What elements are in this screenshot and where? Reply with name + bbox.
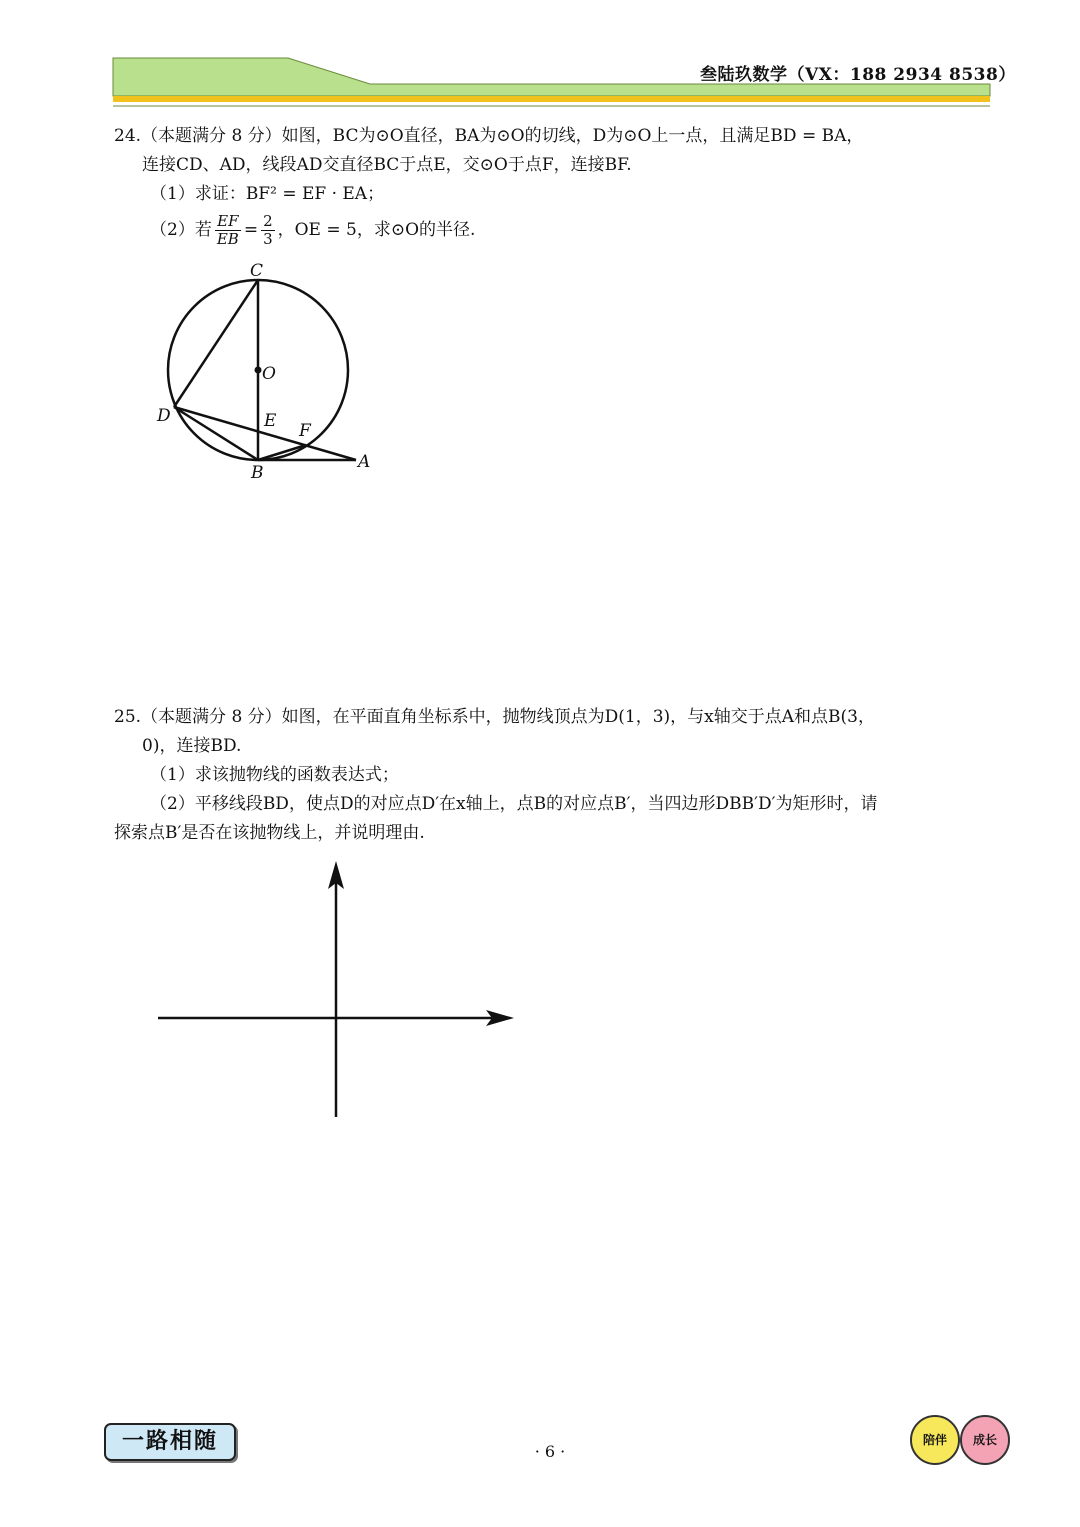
problem-24: [114, 122, 1004, 248]
label-f: F: [299, 421, 311, 441]
label-a: A: [358, 452, 371, 472]
label-c: C: [250, 261, 264, 281]
p24-part2: [114, 213, 1004, 248]
footer-badge: 一路相随: [104, 1423, 236, 1461]
header-bar: [0, 0, 1080, 110]
p24-val-num: 2: [263, 212, 273, 230]
label-b: B: [251, 463, 264, 483]
p24-part2-prefix: （2）若: [150, 220, 212, 240]
p24-val-den: 3: [263, 230, 273, 248]
p24-frac-num: EF: [215, 213, 241, 231]
header-yellow-stripe: [113, 96, 990, 102]
label-e: E: [264, 411, 277, 431]
p24-line1: 24.（本题满分 8 分）如图，BC为⊙O直径，BA为⊙O的切线，D为⊙O上一点，且满足BD = BA，: [114, 126, 864, 146]
p25-part1: （1）求该抛物线的函数表达式；: [150, 765, 399, 785]
segment-cd: [174, 280, 258, 407]
p24-line2: 连接CD、AD，线段AD交直径BC于点E，交⊙O于点F，连接BF.: [142, 155, 632, 175]
segment-db: [174, 407, 258, 460]
label-o: O: [262, 364, 276, 384]
p24-fraction-ef-eb: [215, 213, 241, 248]
problem-25: [114, 703, 1004, 848]
p25-line1: 25.（本题满分 8 分）如图，在平面直角坐标系中，抛物线顶点为D(1，3)，与x轴交于点A和点B(3，: [114, 707, 875, 727]
p24-part2-suffix: ，OE = 5，求⊙O的半径.: [277, 220, 476, 240]
p24-part1: （1）求证：BF² = EF · EA；: [150, 184, 385, 204]
p25-axes-figure: [150, 855, 530, 1125]
p25-line2: 0)，连接BD.: [142, 736, 242, 756]
header-brand: 叁陆玖数学（VX：188 2934 8538）: [700, 65, 1016, 85]
label-d: D: [157, 406, 171, 426]
p25-part2-line1: （2）平移线段BD，使点D的对应点D′在x轴上，点B的对应点B′，当四边形DBB′D′为矩形时，请: [150, 794, 878, 814]
center-dot: [255, 367, 262, 374]
p24-frac-den: EB: [216, 230, 239, 248]
footer-circle-right: 成长: [960, 1415, 1010, 1465]
footer-circle-left: 陪伴: [910, 1415, 960, 1465]
p24-fraction-2-3: [261, 213, 275, 248]
p24-eq: =: [243, 220, 259, 240]
p25-part2-line2: 探索点B′是否在该抛物线上，并说明理由.: [114, 823, 425, 843]
page-number: · 6 ·: [534, 1442, 566, 1461]
